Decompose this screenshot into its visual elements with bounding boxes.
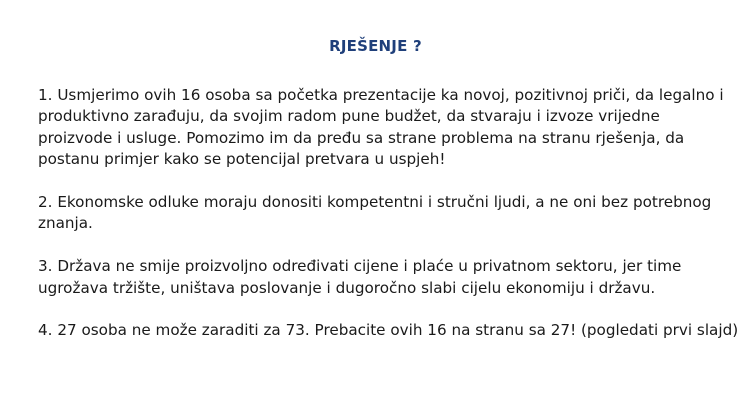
slide-body — [38, 85, 743, 363]
slide-title: RJEŠENJE ? — [329, 37, 422, 55]
paragraph-4: 4. 27 osoba ne može zaraditi za 73. Prebacite ovih 16 na stranu sa 27! (pogledati prvi slajd) — [38, 321, 739, 340]
paragraph-1: 1. Usmjerimo ovih 16 osoba sa početka prezentacije ka novoj, pozitivnoj priči, da legalno i produktivno zarađuju, da svojim radom pune budžet, da stvaraju i izvoze vrijedne proizvode i usluge. Pomozimo im da pređu sa strane problema na stranu rješenja, da postanu primjer kako se potencijal pretvara u uspjeh! — [38, 86, 724, 169]
paragraph-3: 3. Država ne smije proizvoljno određivati cijene i plaće u privatnom sektoru, jer time ugrožava tržište, uništava poslovanje i dugoročno slabi cijelu ekonomiju i državu. — [38, 257, 682, 297]
paragraph-2: 2. Ekonomske odluke moraju donositi kompetentni i stručni ljudi, a ne oni bez potrebnog znanja. — [38, 193, 712, 233]
